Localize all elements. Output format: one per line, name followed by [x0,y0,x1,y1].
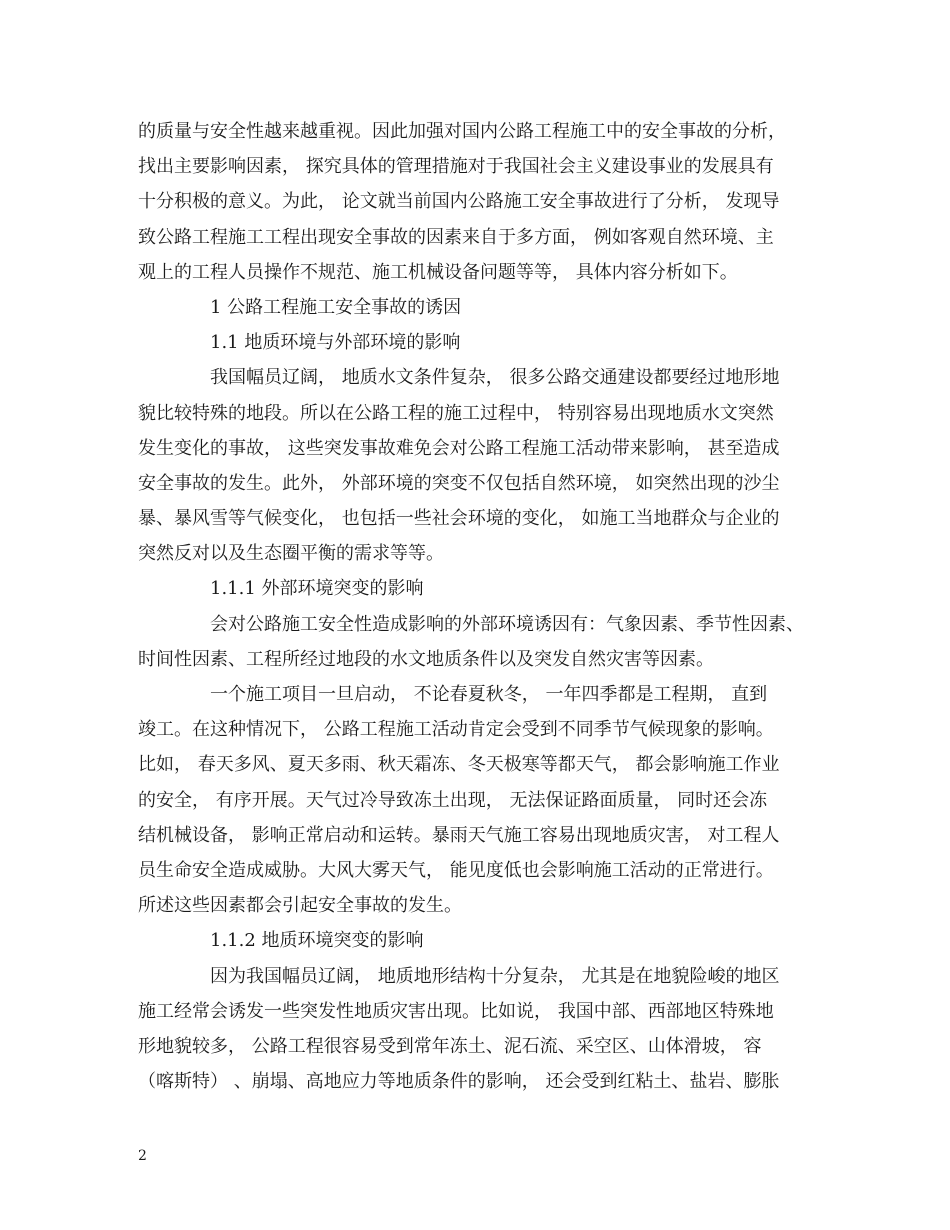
text-line: 致公路工程施工工程出现安全事故的因素来自于多方面， 例如客观自然环境、主 [138,226,774,248]
text-line: 1.1.2 地质环境突变的影响 [210,930,424,952]
text-line: 1.1.1 外部环境突变的影响 [210,578,424,600]
text-line: 结机械设备， 影响正常启动和运转。暴雨天气施工容易出现地质灾害， 对工程人 [138,824,780,846]
text-line: 我国幅员辽阔， 地质水文条件复杂， 很多公路交通建设都要经过地形地 [210,367,780,389]
text-line: 的质量与安全性越来越重视。因此加强对国内公路工程施工中的安全事故的分析， [138,121,786,142]
text-line: 形地貌较多， 公路工程很容易受到常年冻土、泥石流、采空区、山体滑坡， 容 [138,1035,762,1057]
text-line: 的安全， 有序开展。天气过冷导致冻土出现， 无法保证路面质量， 同时还会冻 [138,789,768,811]
text-line: 突然反对以及生态圈平衡的需求等等。 [138,543,444,565]
body-text [138,114,828,1099]
text-line: 观上的工程人员操作不规范、施工机械设备问题等等， 具体内容分析如下。 [138,261,738,283]
text-line: 十分积极的意义。为此， 论文就当前国内公路施工安全事故进行了分析， 发现导 [138,191,780,213]
text-line: 一个施工项目一旦启动， 不论春夏秋冬， 一年四季都是工程期， 直到 [210,684,768,705]
text-line: 1.1 地质环境与外部环境的影响 [210,332,461,354]
text-line: 发生变化的事故， 这些突发事故难免会对公路工程施工活动带来影响， 甚至造成 [138,437,780,459]
text-line: 比如， 春天多风、夏天多雨、秋天霜冻、冬天极寒等都天气， 都会影响施工作业 [138,754,780,776]
text-line: 因为我国幅员辽阔， 地质地形结构十分复杂， 尤其是在地貌险峻的地区 [210,965,780,987]
text-line: 时间性因素、工程所经过地段的水文地质条件以及突发自然灾害等因素。 [138,648,714,670]
text-line: 竣工。在这种情况下， 公路工程施工活动肯定会受到不同季节气候现象的影响。 [138,719,774,741]
text-line: 会对公路施工安全性造成影响的外部环境诱因有：气象因素、季节性因素、 [210,613,804,635]
text-line: 貌比较特殊的地段。所以在公路工程的施工过程中， 特别容易出现地质水文突然 [138,402,774,424]
text-line: 施工经常会诱发一些突发性地质灾害出现。比如说， 我国中部、西部地区特殊地 [138,1000,774,1022]
text-line: 安全事故的发生。此外， 外部环境的突变不仅包括自然环境， 如突然出现的沙尘 [138,472,780,494]
text-line: 所述这些因素都会引起安全事故的发生。 [138,895,462,917]
text-line: 员生命安全造成威胁。大风大雾天气， 能见度低也会影响施工活动的正常进行。 [138,859,774,881]
page-number: 2 [138,1148,147,1164]
text-line: （喀斯特） 、崩塌、高地应力等地质条件的影响， 还会受到红粘土、盐岩、膨胀 [138,1071,780,1093]
text-line: 找出主要影响因素， 探究具体的管理措施对于我国社会主义建设事业的发展具有 [138,156,774,178]
text-line: 暴、暴风雪等气候变化， 也包括一些社会环境的变化， 如施工当地群众与企业的 [138,508,780,530]
text-line: 1 公路工程施工安全事故的诱因 [210,296,462,318]
